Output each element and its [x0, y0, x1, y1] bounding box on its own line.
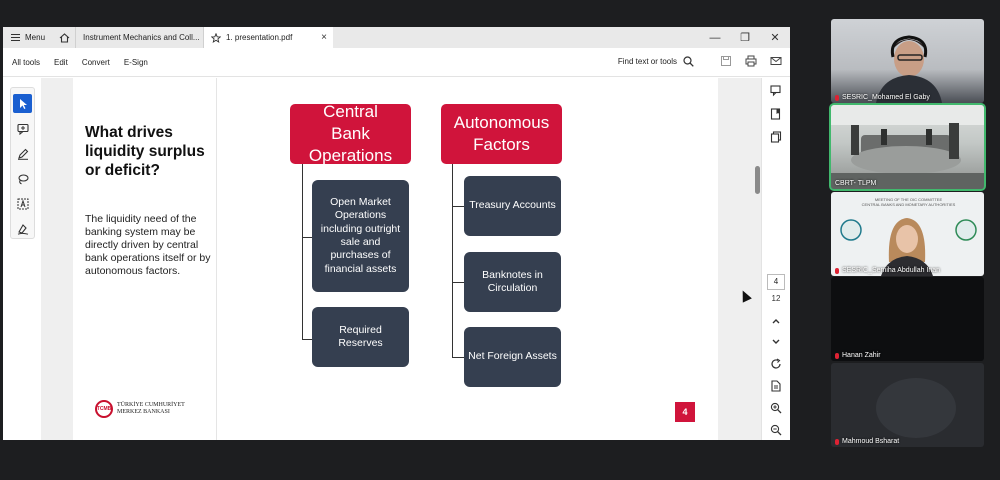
- logo-text: [117, 402, 185, 416]
- participant-video: [831, 105, 984, 189]
- minimize-button[interactable]: —: [709, 31, 721, 44]
- connector-line: [302, 164, 303, 339]
- participant-tile[interactable]: [831, 277, 984, 361]
- select-tool[interactable]: [13, 94, 32, 113]
- slide-title: What drives liquidity surplus or deficit?: [85, 124, 205, 179]
- slide-body-text: The liquidity need of the banking system may be directly driven by central bank operations itself or by autonomous factors.: [85, 213, 211, 277]
- print-icon[interactable]: [745, 55, 757, 67]
- refresh-button[interactable]: [766, 354, 786, 374]
- restore-button[interactable]: ❐: [740, 32, 750, 44]
- participant-tile[interactable]: [831, 192, 984, 276]
- required-reserves-box: Required Reserves: [312, 307, 409, 367]
- find-label: Find text or tools: [617, 57, 677, 66]
- tab-instrument-mechanics[interactable]: [75, 27, 203, 48]
- previous-page-button[interactable]: [766, 311, 786, 331]
- chevron-up-icon: [771, 317, 781, 325]
- total-pages: 12: [771, 293, 781, 303]
- participant-name: [835, 438, 899, 445]
- vertical-scrollbar[interactable]: [755, 166, 760, 194]
- zoom-out-icon: [770, 424, 782, 436]
- comments-panel-button[interactable]: [766, 81, 786, 101]
- connector-line: [302, 237, 312, 238]
- connector-line: [452, 357, 464, 358]
- banner-line2: CENTRAL BANKS AND MONETARY AUTHORITIES: [861, 202, 956, 207]
- participant-tile[interactable]: [831, 363, 984, 447]
- conference-banner: [861, 197, 956, 207]
- mic-muted-icon: [835, 95, 839, 101]
- tab-label: Instrument Mechanics and Coll...: [83, 33, 200, 42]
- mic-muted-icon: [835, 353, 839, 359]
- home-icon: [59, 33, 70, 43]
- window-controls: [700, 27, 790, 48]
- refresh-icon: [770, 358, 782, 370]
- zoom-out-button[interactable]: [766, 420, 786, 440]
- bookmark-icon: [770, 108, 782, 120]
- close-tab-icon[interactable]: ×: [321, 32, 328, 43]
- right-rail: [761, 78, 790, 440]
- main-toolbar: [3, 48, 790, 77]
- toolbar-esign[interactable]: E-Sign: [123, 57, 148, 67]
- save-icon[interactable]: [720, 55, 732, 67]
- tcmb-logo-icon: TCMB: [95, 400, 113, 418]
- text-box-icon: [17, 198, 29, 210]
- central-bank-operations-header: Central Bank Operations: [290, 104, 411, 164]
- pen-icon: [17, 148, 29, 160]
- menu-label: Menu: [25, 33, 46, 42]
- draw-tool[interactable]: [13, 169, 32, 188]
- connector-line: [452, 206, 464, 207]
- connector-line: [452, 164, 453, 357]
- mic-muted-icon: [835, 439, 839, 445]
- sign-tool[interactable]: [13, 219, 32, 238]
- page-number-input[interactable]: 4: [767, 274, 785, 290]
- banner-line1: MEETING OF THE OIC COMMITTEE: [874, 197, 943, 202]
- menu-button[interactable]: [3, 27, 53, 48]
- participant-tile[interactable]: [831, 19, 984, 103]
- toolbar-icons: [720, 55, 782, 67]
- comments-icon: [770, 85, 782, 97]
- toolbar-edit[interactable]: Edit: [54, 57, 68, 67]
- logo-line2: MERKEZ BANKASI: [117, 409, 170, 415]
- star-icon[interactable]: [211, 33, 221, 43]
- mouse-pointer-icon: [738, 288, 752, 302]
- autonomous-factors-header: Autonomous Factors: [441, 104, 562, 164]
- signature-icon: [17, 223, 29, 235]
- connector-line: [452, 282, 464, 283]
- bookmarks-panel-button[interactable]: [766, 104, 786, 124]
- tab-presentation[interactable]: [203, 27, 333, 48]
- highlight-tool[interactable]: [13, 144, 32, 163]
- hamburger-icon: [11, 34, 20, 41]
- comment-tool[interactable]: [13, 119, 32, 138]
- toolbar-convert[interactable]: Convert: [81, 57, 110, 67]
- participant-tile[interactable]: [831, 105, 984, 189]
- quick-tools-rail: [10, 87, 35, 239]
- chevron-down-icon: [771, 338, 781, 346]
- participant-video: [831, 19, 984, 103]
- find-tools-button[interactable]: [618, 56, 694, 67]
- slide-page-number: 4: [675, 402, 695, 422]
- next-page-button[interactable]: [766, 332, 786, 352]
- participant-name: [835, 94, 930, 101]
- mic-muted-icon: [835, 268, 839, 274]
- participant-name: [835, 180, 876, 187]
- open-market-operations-box: Open Market Operations including outright sale and purchases of financial assets: [312, 180, 409, 292]
- toolbar-all-tools[interactable]: All tools: [12, 57, 41, 67]
- treasury-accounts-box: Treasury Accounts: [464, 176, 561, 236]
- participant-name-text: Mahmoud Bsharat: [842, 438, 900, 445]
- comment-icon: [17, 123, 29, 135]
- zoom-in-button[interactable]: [766, 398, 786, 418]
- net-foreign-assets-box: Net Foreign Assets: [464, 327, 561, 387]
- page-settings-icon: [770, 380, 782, 392]
- close-window-button[interactable]: ✕: [770, 32, 780, 44]
- tcmb-logo: [95, 400, 185, 418]
- home-button[interactable]: [53, 27, 75, 48]
- pages-panel-button[interactable]: [766, 127, 786, 147]
- page-settings-button[interactable]: [766, 376, 786, 396]
- participant-name-text: SESRIC_Semiha Abdullah Inan: [842, 267, 941, 274]
- slide-page: [73, 78, 718, 440]
- participant-name: [835, 352, 881, 359]
- tab-bar: [3, 27, 790, 48]
- lasso-icon: [17, 173, 29, 185]
- slide-left-panel: [73, 78, 217, 440]
- participant-name: [835, 267, 940, 274]
- pdf-viewer-window: [3, 27, 790, 440]
- search-icon: [683, 56, 694, 67]
- text-select-tool[interactable]: [13, 194, 32, 213]
- tab-label: 1. presentation.pdf: [226, 33, 293, 42]
- participant-name-text: CBRT- TLPM: [835, 180, 877, 187]
- participant-name-text: Hanan Zahir: [842, 352, 881, 359]
- logo-line1: TÜRKİYE CUMHURİYET: [117, 402, 185, 408]
- connector-line: [302, 339, 312, 340]
- participant-name-text: SESRIC_Mohamed El Gaby: [842, 94, 930, 101]
- banknotes-circulation-box: Banknotes in Circulation: [464, 252, 561, 312]
- participant-video: [831, 363, 984, 447]
- zoom-in-icon: [770, 402, 782, 414]
- pages-icon: [770, 131, 782, 143]
- document-viewport[interactable]: [41, 78, 761, 440]
- cursor-arrow-icon: [18, 98, 28, 110]
- mail-icon[interactable]: [770, 55, 782, 67]
